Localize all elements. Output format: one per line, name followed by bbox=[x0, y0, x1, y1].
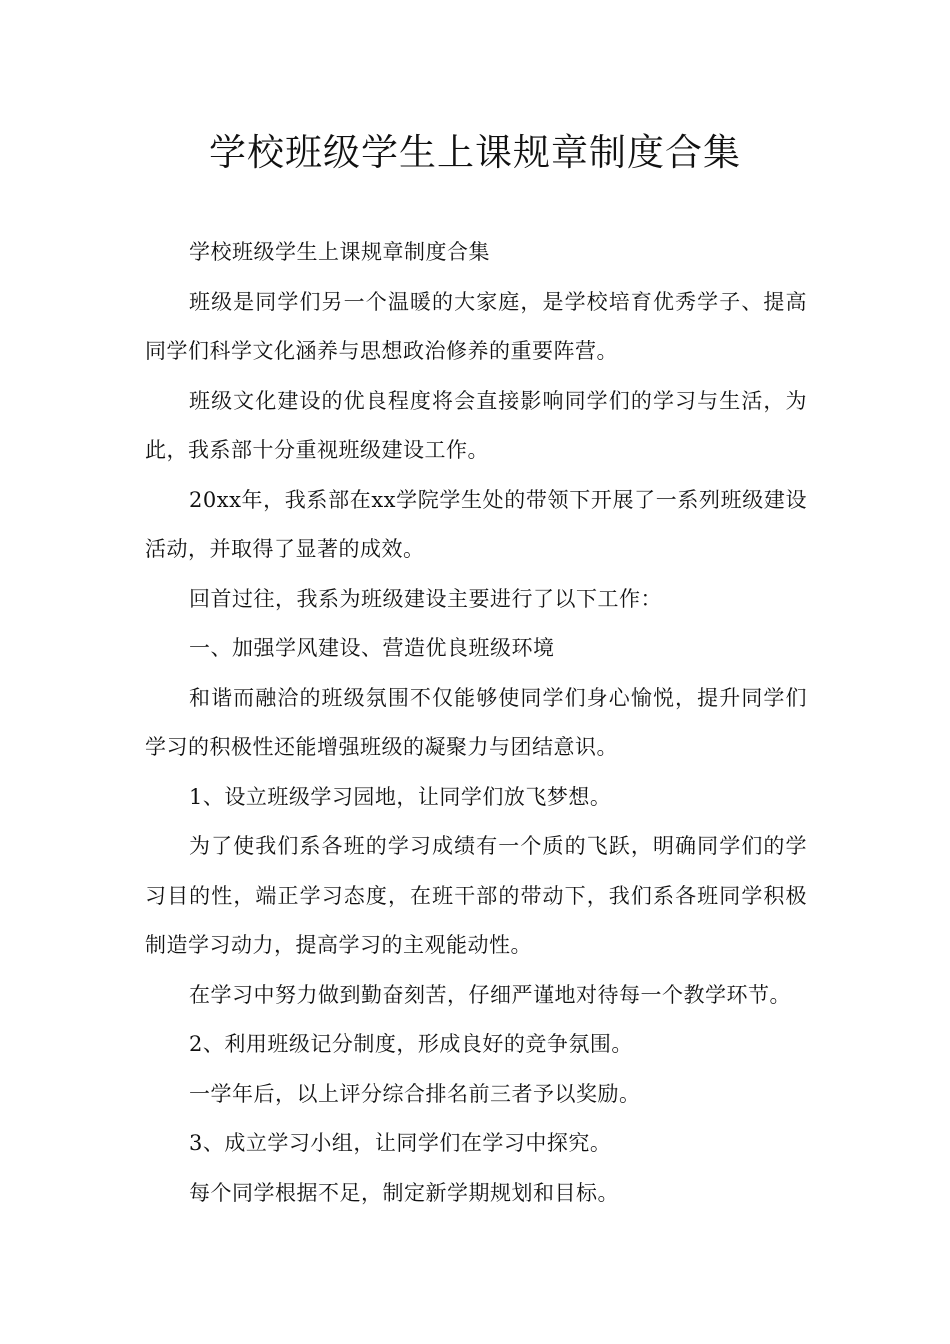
paragraph: 3、成立学习小组，让同学们在学习中探究。 bbox=[189, 1131, 612, 1155]
paragraph: 班级是同学们另一个温暖的大家庭，是学校培育优秀学子、提高同学们科学文化涵养与思想政治修养的重要阵营。 bbox=[145, 289, 807, 363]
document-title: 学校班级学生上课规章制度合集 bbox=[209, 131, 741, 174]
section-heading: 一、加强学风建设、营造优良班级环境 bbox=[189, 636, 555, 660]
paragraph: 班级文化建设的优良程度将会直接影响同学们的学习与生活，为此，我系部十分重视班级建设工作。 bbox=[145, 388, 807, 462]
document-body bbox=[145, 228, 807, 1218]
paragraph: 回首过往，我系为班级建设主要进行了以下工作： bbox=[189, 586, 662, 611]
paragraph: 一学年后，以上评分综合排名前三者予以奖励。 bbox=[189, 1081, 641, 1106]
paragraph: 20xx年，我系部在xx学院学生处的带领下开展了一系列班级建设活动，并取得了显著的成效。 bbox=[145, 487, 807, 561]
paragraph: 在学习中努力做到勤奋刻苦，仔细严谨地对待每一个教学环节。 bbox=[189, 982, 791, 1007]
paragraph: 学校班级学生上课规章制度合集 bbox=[189, 240, 490, 264]
paragraph: 1、设立班级学习园地，让同学们放飞梦想。 bbox=[189, 784, 612, 809]
paragraph: 每个同学根据不足，制定新学期规划和目标。 bbox=[189, 1180, 619, 1205]
paragraph: 为了使我们系各班的学习成绩有一个质的飞跃，明确同学们的学习目的性，端正学习态度，在班干部的带动下，我们系各班同学积极制造学习动力，提高学习的主观能动性。 bbox=[145, 834, 807, 957]
paragraph: 和谐而融洽的班级氛围不仅能够使同学们身心愉悦，提升同学们学习的积极性还能增强班级的凝聚力与团结意识。 bbox=[145, 685, 807, 759]
paragraph: 2、利用班级记分制度，形成良好的竞争氛围。 bbox=[189, 1032, 633, 1056]
